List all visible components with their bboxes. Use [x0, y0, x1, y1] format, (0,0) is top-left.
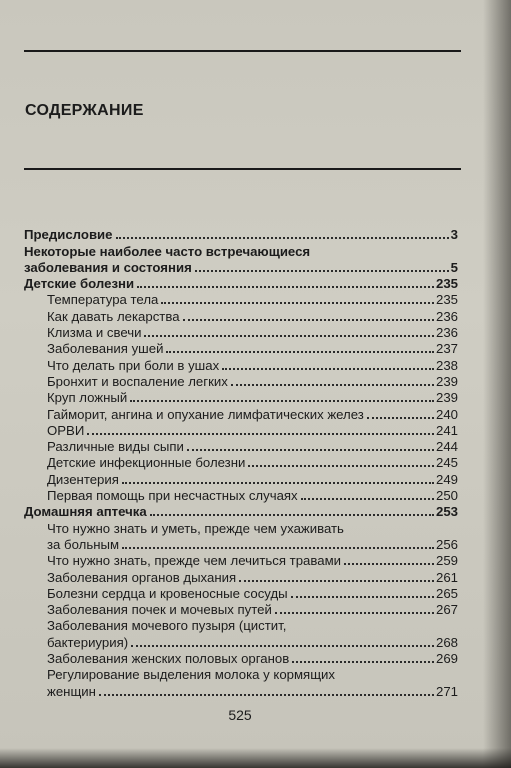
- toc-entry-page: 244: [435, 439, 458, 455]
- toc-entry-page: 236: [435, 308, 458, 324]
- toc-entry: [24, 519, 458, 535]
- toc-entry-title: Как давать лекарства: [47, 308, 180, 324]
- toc-entry-title: Что нужно знать и уметь, прежде чем ухаживать: [47, 520, 344, 536]
- toc-entry-page: 249: [435, 471, 458, 487]
- page-bottom-shadow: [0, 748, 511, 768]
- toc-entry-title: Детские инфекционные болезни: [47, 455, 246, 471]
- dot-leader: [367, 417, 434, 419]
- dot-leader: [292, 661, 434, 663]
- toc-entry: [24, 617, 458, 633]
- toc-entry-title: Бронхит и воспаление легких: [47, 373, 228, 389]
- toc-entry-title: Некоторые наиболее часто встречающиеся: [24, 243, 311, 259]
- toc-entry-title: Круп ложный: [47, 390, 128, 406]
- top-rule: [24, 50, 461, 52]
- dot-leader: [161, 302, 434, 304]
- toc-entry: [24, 291, 458, 307]
- toc-entry: [24, 487, 458, 503]
- toc-entry-title: Заболевания органов дыхания: [47, 569, 237, 585]
- toc-entry: [24, 259, 458, 275]
- toc-entry: [24, 226, 458, 242]
- toc-entry: [24, 585, 458, 601]
- dot-leader: [231, 384, 434, 386]
- toc-entry-page: 240: [435, 406, 458, 422]
- toc-entry: [24, 275, 458, 291]
- toc-entry-title: Что делать при боли в ушах: [47, 357, 220, 373]
- dot-leader: [116, 237, 449, 239]
- dot-leader: [195, 270, 449, 272]
- toc-entry-page: 250: [435, 488, 458, 504]
- toc-entry: [24, 356, 458, 372]
- toc-entry: [24, 470, 458, 486]
- dot-leader: [144, 335, 434, 337]
- toc-entry: [24, 536, 458, 552]
- toc-entry-title: Первая помощь при несчастных случаях: [47, 488, 298, 504]
- toc-entry-title: Дизентерия: [47, 471, 119, 487]
- toc-entry-page: 256: [435, 536, 458, 552]
- dot-leader: [187, 449, 434, 451]
- toc-entry: [24, 405, 458, 421]
- toc-entry-page: 253: [435, 504, 458, 520]
- dot-leader: [122, 547, 434, 549]
- toc-entry-title: бактериурия): [47, 634, 129, 650]
- toc-entry: [24, 552, 458, 568]
- toc-entry-page: 5: [450, 259, 458, 275]
- toc-entry-page: 237: [435, 341, 458, 357]
- toc-entry: [24, 307, 458, 323]
- toc-entry: [24, 389, 458, 405]
- toc-entry-title: Предисловие: [24, 227, 113, 243]
- toc-entry-page: 267: [435, 602, 458, 618]
- dot-leader: [239, 580, 434, 582]
- toc-entry-page: 238: [435, 357, 458, 373]
- toc-entry: [24, 422, 458, 438]
- dot-leader: [122, 482, 434, 484]
- dot-leader: [301, 498, 434, 500]
- dot-leader: [131, 645, 434, 647]
- toc-entry-title: Домашняя аптечка: [24, 504, 147, 520]
- toc-entry: [24, 601, 458, 617]
- dot-leader: [291, 596, 434, 598]
- toc-entry-page: 268: [435, 634, 458, 650]
- toc-entry-title: Клизма и свечи: [47, 325, 142, 341]
- toc-entry-title: женщин: [47, 683, 96, 699]
- dot-leader: [248, 465, 434, 467]
- toc-entry-title: Температура тела: [47, 292, 159, 308]
- toc-entry-title: Различные виды сыпи: [47, 439, 184, 455]
- toc-entry: [24, 373, 458, 389]
- toc-entry-page: 241: [435, 422, 458, 438]
- toc-entry-title: Регулирование выделения молока у кормящих: [47, 667, 335, 683]
- toc-entry: [24, 503, 458, 519]
- toc-entry: [24, 242, 458, 258]
- toc-entry-title: Детские болезни: [24, 276, 135, 292]
- dot-leader: [130, 400, 434, 402]
- toc-entry-title: ОРВИ: [47, 422, 85, 438]
- toc-entry-title: заболевания и состояния: [24, 259, 192, 275]
- toc-entry-page: 259: [435, 553, 458, 569]
- toc-entry: [24, 454, 458, 470]
- toc-entry-page: 236: [435, 325, 458, 341]
- toc-entry: [24, 324, 458, 340]
- toc-entry-title: за больным: [47, 536, 120, 552]
- toc-entry-title: Заболевания мочевого пузыря (цистит,: [47, 618, 287, 634]
- dot-leader: [222, 368, 434, 370]
- toc-entry-page: 261: [435, 569, 458, 585]
- heading-rule: [24, 168, 461, 170]
- toc-entry-page: 235: [435, 292, 458, 308]
- dot-leader: [137, 286, 434, 288]
- toc-entry-page: 271: [435, 683, 458, 699]
- page-heading: СОДЕРЖАНИЕ: [25, 102, 144, 119]
- toc-entry: [24, 650, 458, 666]
- toc-entry-title: Гайморит, ангина и опухание лимфатических желез: [47, 406, 364, 422]
- toc-entry: [24, 568, 458, 584]
- page-number: 525: [228, 707, 252, 723]
- toc-entry-page: 239: [435, 373, 458, 389]
- toc-entry-page: 235: [435, 276, 458, 292]
- dot-leader: [166, 351, 434, 353]
- dot-leader: [183, 319, 434, 321]
- toc-entry: [24, 340, 458, 356]
- dot-leader: [150, 514, 434, 516]
- toc-entry-title: Заболевания почек и мочевых путей: [47, 602, 272, 618]
- dot-leader: [275, 612, 434, 614]
- toc-entry-title: Заболевания женских половых органов: [47, 651, 290, 667]
- toc-entry: [24, 666, 458, 682]
- toc-entry-page: 239: [435, 390, 458, 406]
- dot-leader: [344, 563, 434, 565]
- toc-entry-title: Заболевания ушей: [47, 341, 164, 357]
- toc-entry-title: Болезни сердца и кровеносные сосуды: [47, 585, 288, 601]
- toc-entry: [24, 633, 458, 649]
- page-edge-shadow: [483, 0, 511, 768]
- toc-entry: [24, 682, 458, 698]
- dot-leader: [87, 433, 434, 435]
- toc-entry-page: 245: [435, 455, 458, 471]
- toc-entry-page: 3: [450, 227, 458, 243]
- toc-entry-page: 265: [435, 585, 458, 601]
- toc-entry-page: 269: [435, 651, 458, 667]
- table-of-contents: [24, 226, 458, 699]
- toc-entry: [24, 438, 458, 454]
- dot-leader: [99, 694, 434, 696]
- toc-entry-title: Что нужно знать, прежде чем лечиться травами: [47, 553, 342, 569]
